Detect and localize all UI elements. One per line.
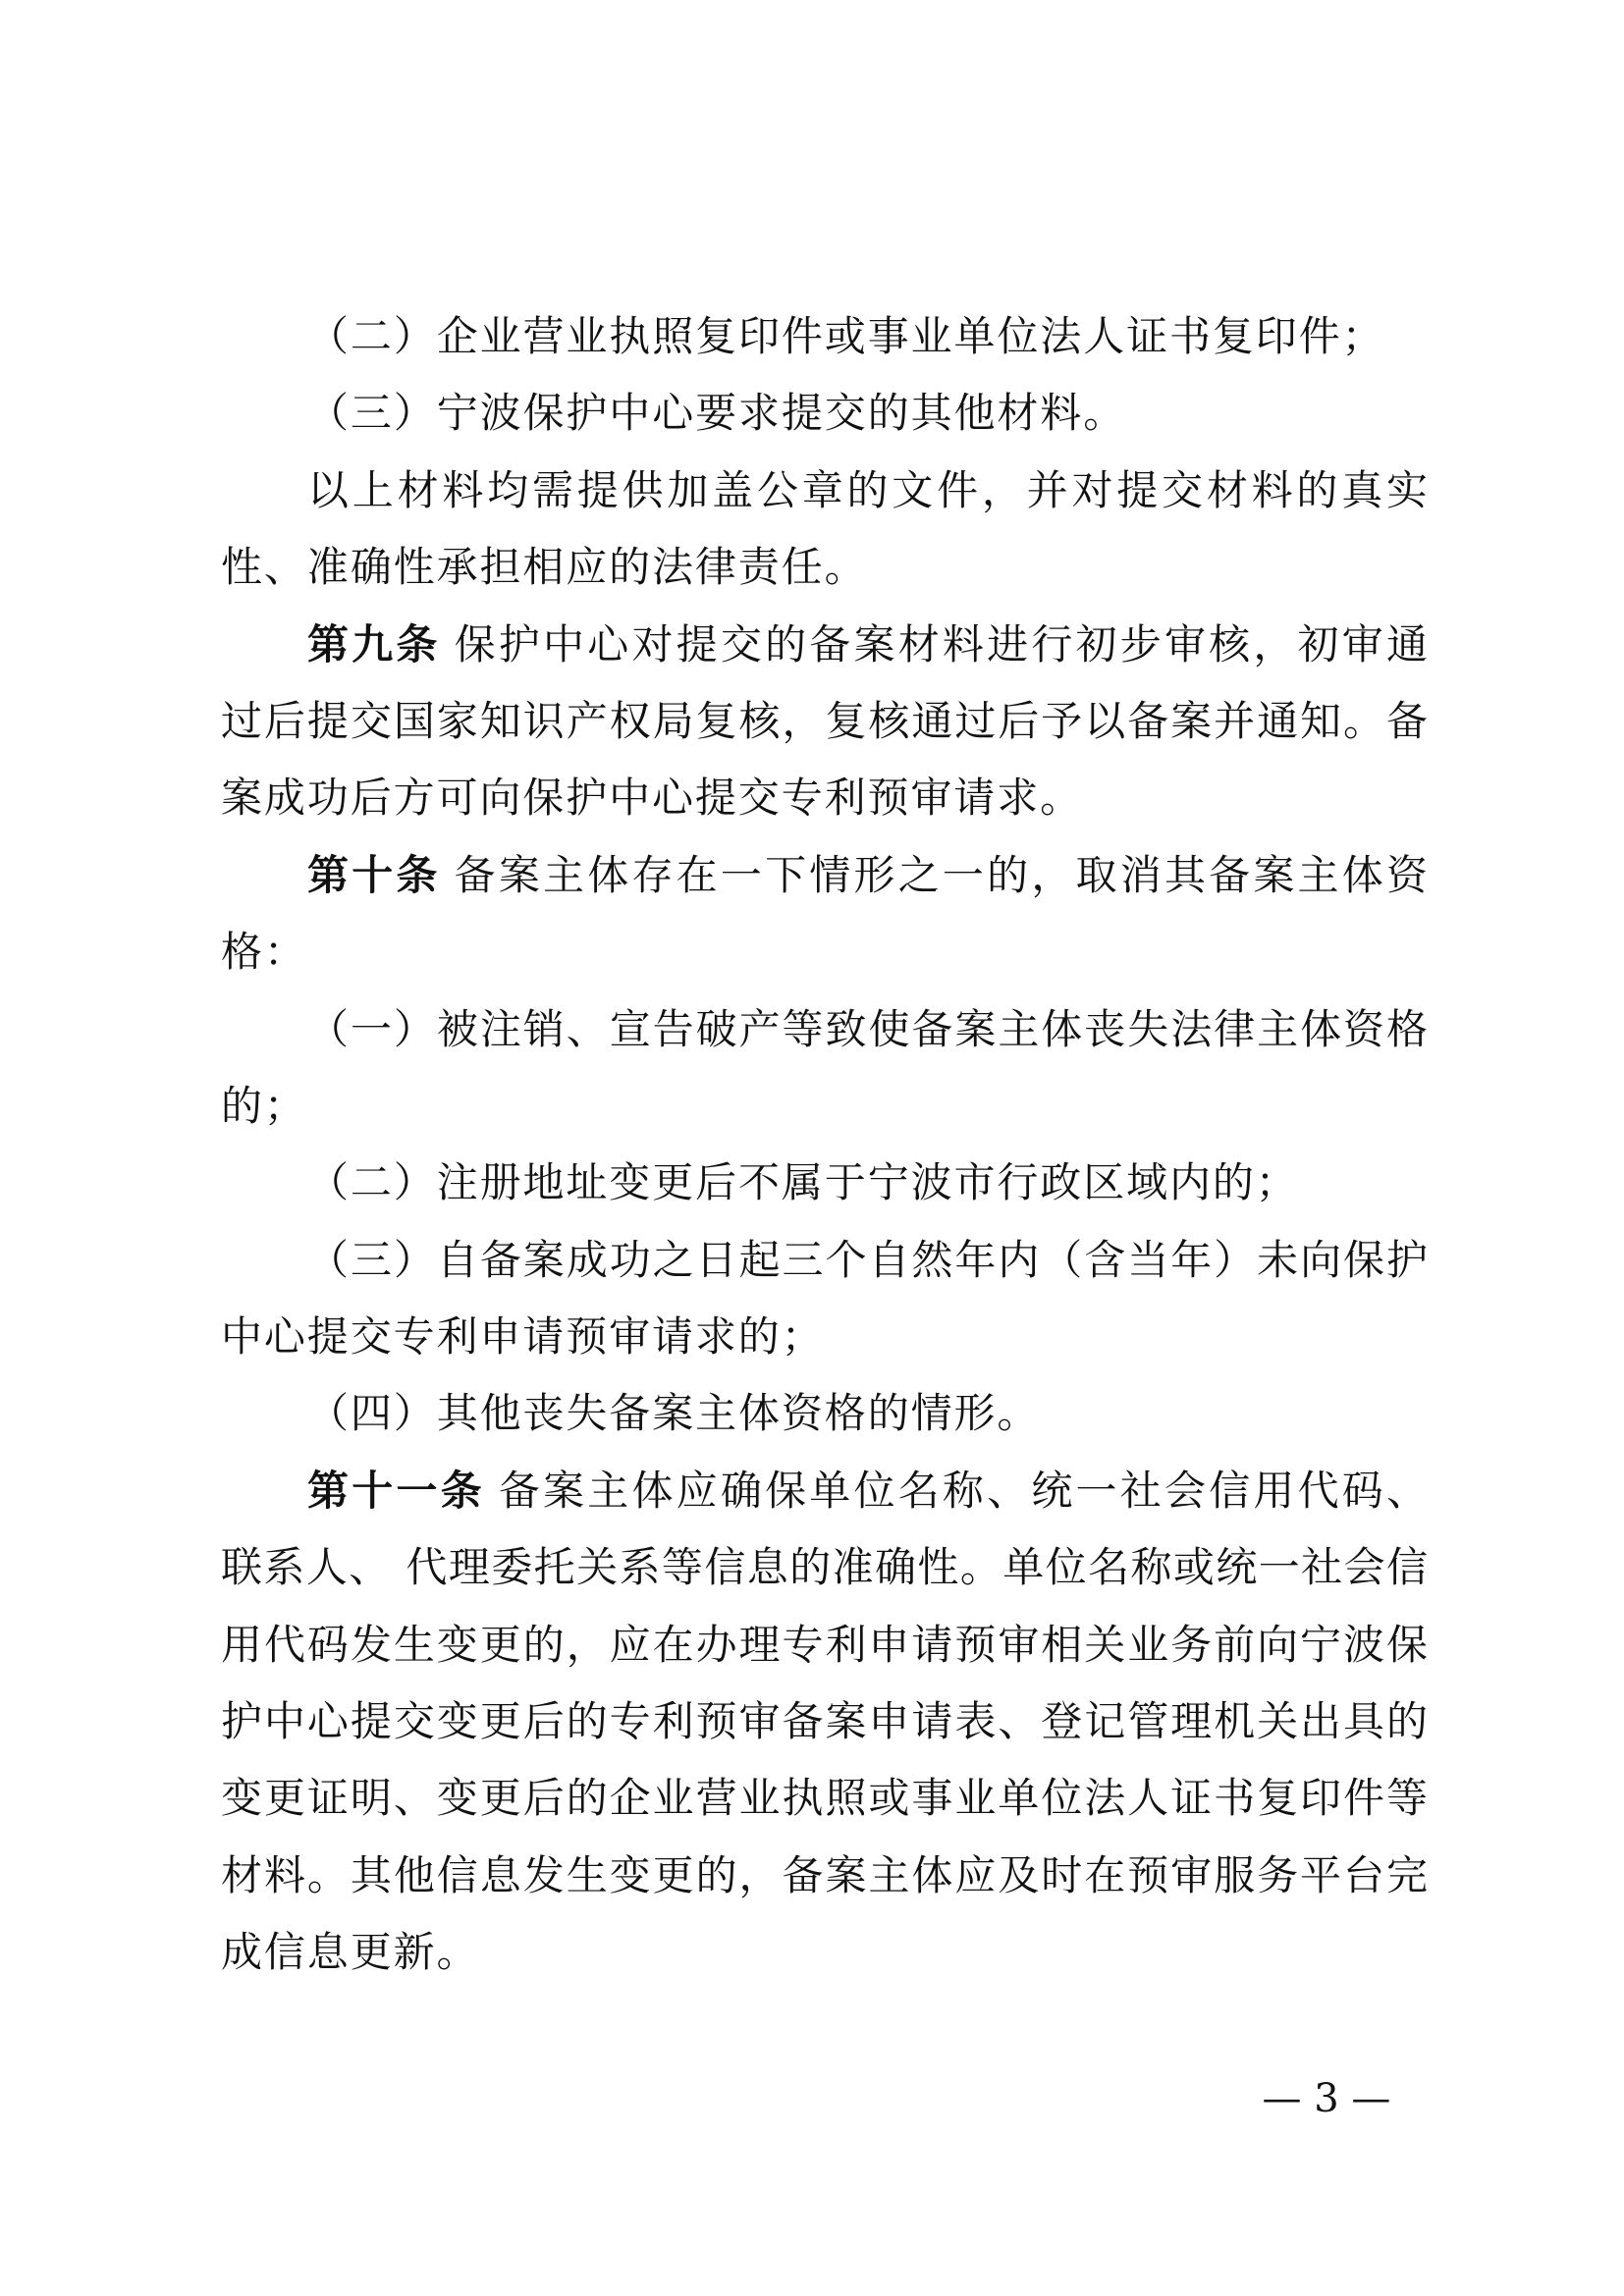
article-9-heading: 第九条 [307, 619, 441, 668]
article-9-line-1 [221, 607, 1429, 683]
line-text: 备案主体应确保单位名称、统一社会信用代码、 [498, 1466, 1429, 1515]
line-text: 性、准确性承担相应的法律责任。 [221, 543, 868, 592]
line-text: 案成功后方可向保护中心提交专利预审请求。 [221, 774, 1084, 823]
condition-1-line-2 [221, 1068, 1429, 1145]
article-11-line-1 [221, 1453, 1429, 1529]
line-text: 格： [221, 928, 307, 977]
line-text: 的； [221, 1081, 307, 1130]
line-text: （三）自备案成功之日起三个自然年内（含当年）未向保护 [307, 1235, 1429, 1284]
line-text: 材料。其他信息发生变更的，备案主体应及时在预审服务平台完 [221, 1850, 1429, 1899]
article-10-heading: 第十条 [307, 850, 441, 899]
article-9-line-3 [221, 760, 1429, 836]
line-text: 成信息更新。 [221, 1928, 480, 1977]
line-text: 联系人、 代理委托关系等信息的准确性。单位名称或统一社会信 [221, 1543, 1429, 1592]
condition-3-line-2 [221, 1299, 1429, 1375]
line-text: 护中心提交变更后的专利预审备案申请表、登记管理机关出具的 [221, 1697, 1429, 1746]
article-11-line-2 [221, 1529, 1429, 1606]
condition-3-line-1 [221, 1222, 1429, 1299]
article-11-line-4 [221, 1683, 1429, 1760]
page-number: — 3 — [1262, 2076, 1391, 2121]
condition-4-line-1 [221, 1375, 1429, 1452]
line-text: 变更证明、变更后的企业营业执照或事业单位法人证书复印件等 [221, 1774, 1429, 1823]
line-text: （四）其他丧失备案主体资格的情形。 [307, 1389, 1041, 1438]
article-10-line-1 [221, 837, 1429, 914]
paragraph-materials-note-line-2 [221, 529, 1429, 606]
article-10-line-2 [221, 914, 1429, 990]
article-11-line-7 [221, 1914, 1429, 1991]
line-text: 中心提交专利申请预审请求的； [221, 1312, 825, 1362]
article-11-line-3 [221, 1607, 1429, 1683]
paragraph-item-3-line-1 [221, 375, 1429, 452]
condition-2-line-1 [221, 1145, 1429, 1221]
line-text: 保护中心对提交的备案材料进行初步审核，初审通 [454, 619, 1429, 668]
line-text: （二）注册地址变更后不属于宁波市行政区域内的； [307, 1158, 1299, 1207]
article-11-line-6 [221, 1838, 1429, 1914]
condition-1-line-1 [221, 991, 1429, 1068]
line-text: 备案主体存在一下情形之一的，取消其备案主体资 [454, 850, 1429, 899]
article-11-heading: 第十一条 [307, 1466, 485, 1515]
line-text: （一）被注销、宣告破产等致使备案主体丧失法律主体资格 [307, 1004, 1429, 1053]
line-text: 用代码发生变更的，应在办理专利申请预审相关业务前向宁波保 [221, 1620, 1429, 1669]
article-11-line-5 [221, 1760, 1429, 1837]
line-text: 过后提交国家知识产权局复核，复核通过后予以备案并通知。备 [221, 696, 1429, 745]
line-text: （二）企业营业执照复印件或事业单位法人证书复印件； [307, 312, 1385, 360]
article-9-line-2 [221, 683, 1429, 760]
line-text: （三）宁波保护中心要求提交的其他材料。 [307, 389, 1127, 438]
paragraph-materials-note-line-1 [221, 453, 1429, 529]
document-body [221, 298, 1429, 1992]
paragraph-item-2-line-1 [221, 298, 1429, 375]
line-text: 以上材料均需提供加盖公章的文件，并对提交材料的真实 [307, 465, 1429, 514]
